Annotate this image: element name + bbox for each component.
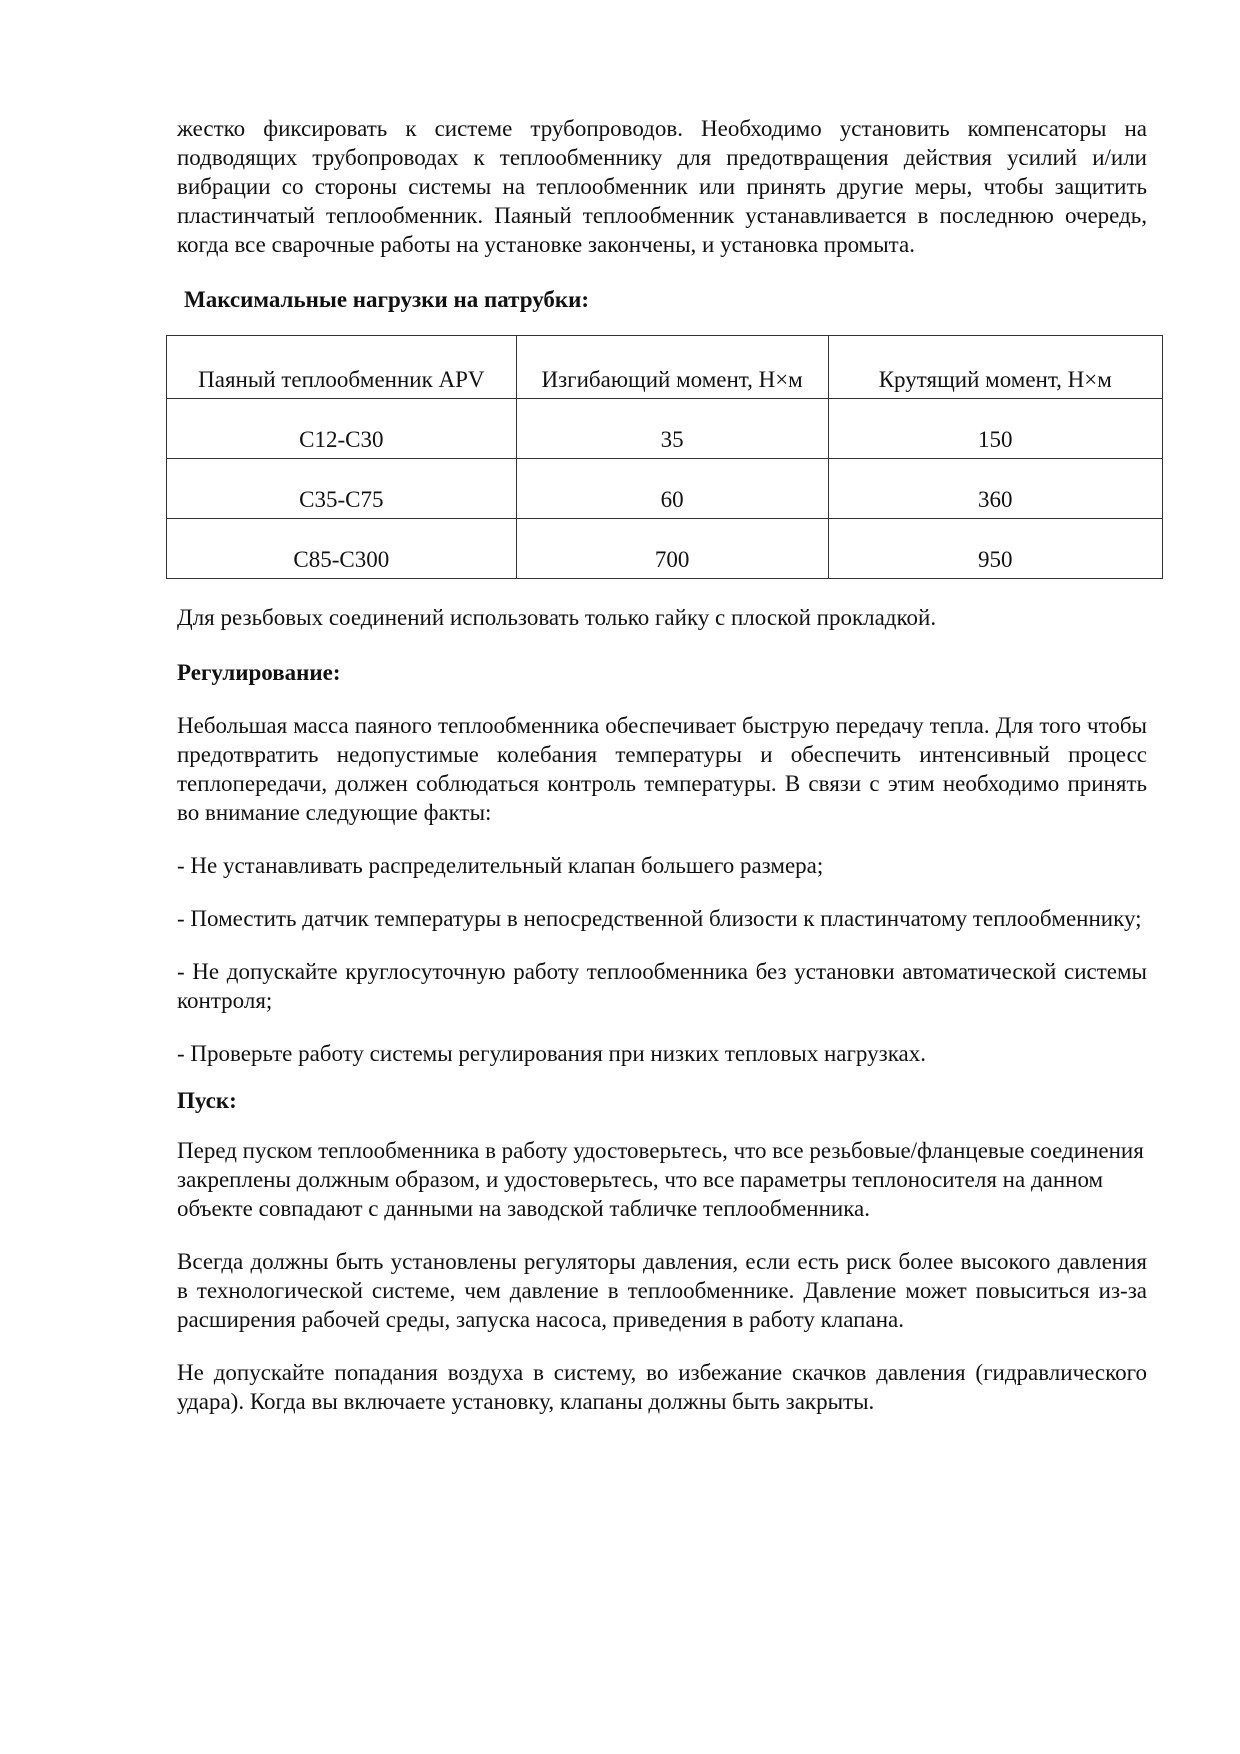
max-loads-table (166, 335, 1163, 579)
table-header-bending-moment: Изгибающий момент, Н×м (516, 336, 828, 399)
table-cell-model: C12-C30 (167, 399, 517, 459)
table-cell-torque: 950 (828, 519, 1163, 579)
table-cell-bending: 60 (516, 459, 828, 519)
table-cell-torque: 360 (828, 459, 1163, 519)
table-cell-bending: 35 (516, 399, 828, 459)
table-row (167, 399, 1163, 459)
paragraph-installation: жестко фиксировать к системе трубопроводов. Необходимо установить компенсаторы на подводящих трубопроводах к теплообменнику для предотвращения действия усилий и/или вибрации со стороны системы на теплообменник или принять другие меры, чтобы защитить пластинчатый теплообменник. Паяный теплообменник устанавливается в последнюю очередь, когда все сварочные работы на установке закончены, и установка промыта. (177, 116, 1147, 257)
paragraph-threaded-note: Для резьбовых соединений использовать только гайку с плоской прокладкой. (177, 605, 937, 630)
paragraph-air-ingress: Не допускайте попадания воздуха в систему, во избежание скачков давления (гидравлического удара). Когда вы включаете установку, клапаны должны быть закрыты. (177, 1360, 1147, 1414)
paragraph-startup-check: Перед пуском теплообменника в работу удостоверьтесь, что все резьбовые/фланцевые соединения закреплены должным образом, и удостоверьтесь, что все параметры теплоносителя на данном объекте совпадают с данными на заводской табличке теплообменника. (177, 1138, 1144, 1221)
table-cell-model: C85-C300 (167, 519, 517, 579)
list-item: - Не устанавливать распределительный клапан большего размера; (177, 853, 824, 878)
table-cell-bending: 700 (516, 519, 828, 579)
list-item: - Проверьте работу системы регулирования при низких тепловых нагрузках. (177, 1041, 926, 1066)
table-row (167, 459, 1163, 519)
heading-startup: Пуск: (177, 1088, 237, 1113)
table-cell-torque: 150 (828, 399, 1163, 459)
table-header-row (167, 336, 1163, 399)
heading-regulation: Регулирование: (177, 660, 341, 685)
list-item: - Поместить датчик температуры в непосредственной близости к пластинчатому теплообменнику; (177, 906, 1142, 931)
table-cell-model: C35-C75 (167, 459, 517, 519)
list-item: - Не допускайте круглосуточную работу теплообменника без установки автоматической системы контроля; (177, 959, 1147, 1013)
document-page (177, 114, 1147, 1416)
table-header-exchanger: Паяный теплообменник APV (167, 336, 517, 399)
paragraph-regulation-intro: Небольшая масса паяного теплообменника обеспечивает быструю передачу тепла. Для того чтобы предотвратить недопустимые колебания температуры и обеспечить интенсивный процесс теплопередачи, должен соблюдаться контроль температуры. В связи с этим необходимо принять во внимание следующие факты: (177, 713, 1147, 825)
table-row (167, 519, 1163, 579)
table-header-torque: Крутящий момент, Н×м (828, 336, 1163, 399)
paragraph-pressure-regulators: Всегда должны быть установлены регуляторы давления, если есть риск более высокого давления в технологической системе, чем давление в теплообменнике. Давление может повыситься из-за расширения рабочей среды, запуска насоса, приведения в работу клапана. (177, 1249, 1147, 1332)
heading-max-loads: Максимальные нагрузки на патрубки: (184, 287, 590, 312)
